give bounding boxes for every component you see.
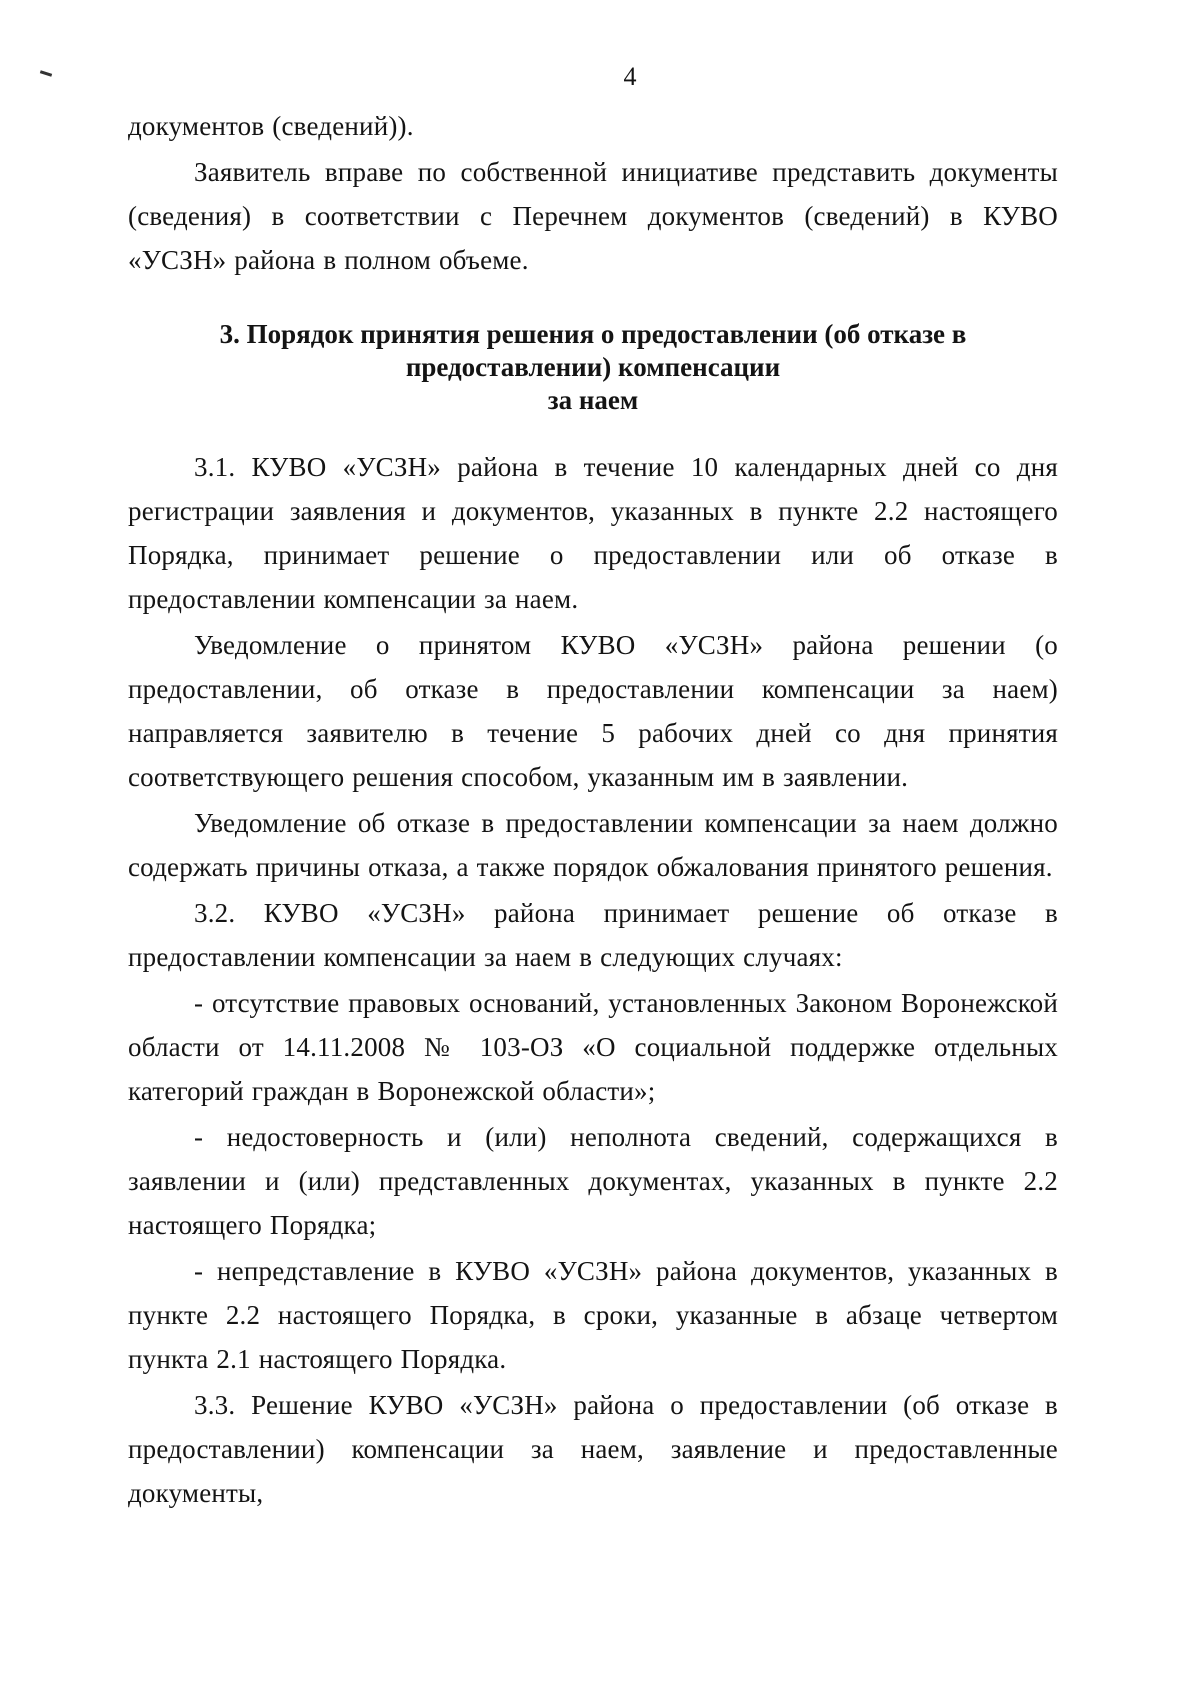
- section-heading-line-1: 3. Порядок принятия решения о предоставлении (об отказе в: [219, 319, 967, 349]
- list-item-unreliable-data: - недостоверность и (или) неполнота сведений, содержащихся в заявлении и (или) представленных документах, указанных в пункте 2.2 настоящего Порядка;: [128, 1122, 1058, 1240]
- paragraph-refusal-notice: Уведомление об отказе в предоставлении компенсации за наем должно содержать причины отказа, а также порядок обжалования принятого решения.: [128, 808, 1058, 882]
- paragraph-3-1: 3.1. КУВО «УСЗН» района в течение 10 календарных дней со дня регистрации заявления и документов, указанных в пункте 2.2 настоящего Порядка, принимает решение о предоставлении или об отказе в предоставлении компенсации за наем.: [128, 452, 1058, 614]
- paragraph-notification: Уведомление о принятом КУВО «УСЗН» района решении (о предоставлении, об отказе в предоставлении компенсации за наем) направляется заявителю в течение 5 рабочих дней со дня принятия соответствующего решения способом, указанным им в заявлении.: [128, 630, 1058, 792]
- page-number: 4: [623, 62, 637, 91]
- continuation-text: документов (сведений)).: [128, 111, 414, 141]
- document-body: [128, 104, 1058, 1517]
- paragraph-3-2: 3.2. КУВО «УСЗН» района принимает решение об отказе в предоставлении компенсации за наем в следующих случаях:: [128, 898, 1058, 972]
- section-heading-line-3: за наем: [547, 385, 639, 415]
- list-item-missing-documents: - непредставление в КУВО «УСЗН» района документов, указанных в пункте 2.2 настоящего Порядка, в сроки, указанные в абзаце четвертом пункта 2.1 настоящего Порядка.: [128, 1256, 1058, 1374]
- section-heading: [128, 318, 1058, 417]
- section-heading-line-2: предоставлении) компенсации: [405, 352, 781, 382]
- paragraph-3-3: 3.3. Решение КУВО «УСЗН» района о предоставлении (об отказе в предоставлении) компенсации за наем, заявление и предоставленные документы,: [128, 1390, 1058, 1508]
- intro-paragraph: Заявитель вправе по собственной инициативе представить документы (сведения) в соответствии с Перечнем документов (сведений) в КУВО «УСЗН» района в полном объеме.: [128, 157, 1058, 275]
- list-item-legal-grounds: - отсутствие правовых оснований, установленных Законом Воронежской области от 14.11.2008 № 103-ОЗ «О социальной поддержке отдельных категорий граждан в Воронежской области»;: [128, 988, 1058, 1106]
